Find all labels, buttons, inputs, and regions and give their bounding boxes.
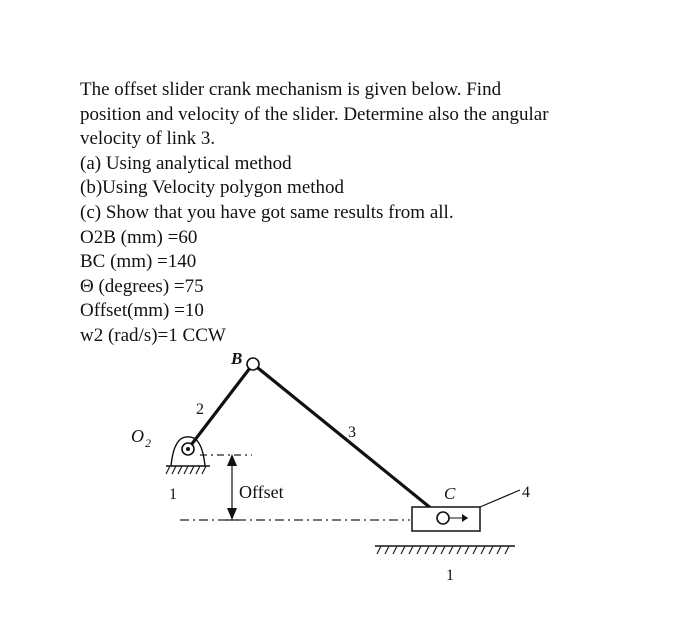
label-link-4: 4 <box>522 484 530 501</box>
label-ground-left: 1 <box>169 486 177 503</box>
given-theta: Θ (degrees) =75 <box>80 275 204 297</box>
offset-dimension <box>226 454 238 520</box>
given-o2b: O2B (mm) =60 <box>80 226 198 248</box>
statement-line-1: The offset slider crank mechanism is given below. Find <box>80 79 502 100</box>
label-o2: O <box>131 426 144 446</box>
statement-line-3: velocity of link 3. <box>80 128 216 150</box>
label-ground-right: 1 <box>446 567 454 584</box>
label-b: B <box>231 349 243 368</box>
statement-line-2: position and velocity of the slider. Determine also the angular <box>80 103 549 125</box>
given-bc: BC (mm) =140 <box>80 251 197 273</box>
given-w2: w2 (rad/s)=1 CCW <box>80 324 226 346</box>
ground-pivot-o2 <box>166 437 210 474</box>
slider-block <box>412 507 480 531</box>
link-4-leader <box>480 490 520 507</box>
task-a: (a) Using analytical method <box>80 152 292 174</box>
label-offset: Offset <box>239 482 284 502</box>
task-b: (b)Using Velocity polygon method <box>80 177 345 199</box>
ground-slider <box>375 546 515 554</box>
task-c: (c) Show that you have got same results from all. <box>80 201 454 223</box>
label-link-3: 3 <box>348 424 356 441</box>
label-link-2: 2 <box>196 401 204 418</box>
given-offset: Offset(mm) =10 <box>80 300 204 322</box>
label-c: C <box>444 484 456 503</box>
joint-b <box>247 358 259 370</box>
label-o2-subscript: 2 <box>145 436 151 450</box>
